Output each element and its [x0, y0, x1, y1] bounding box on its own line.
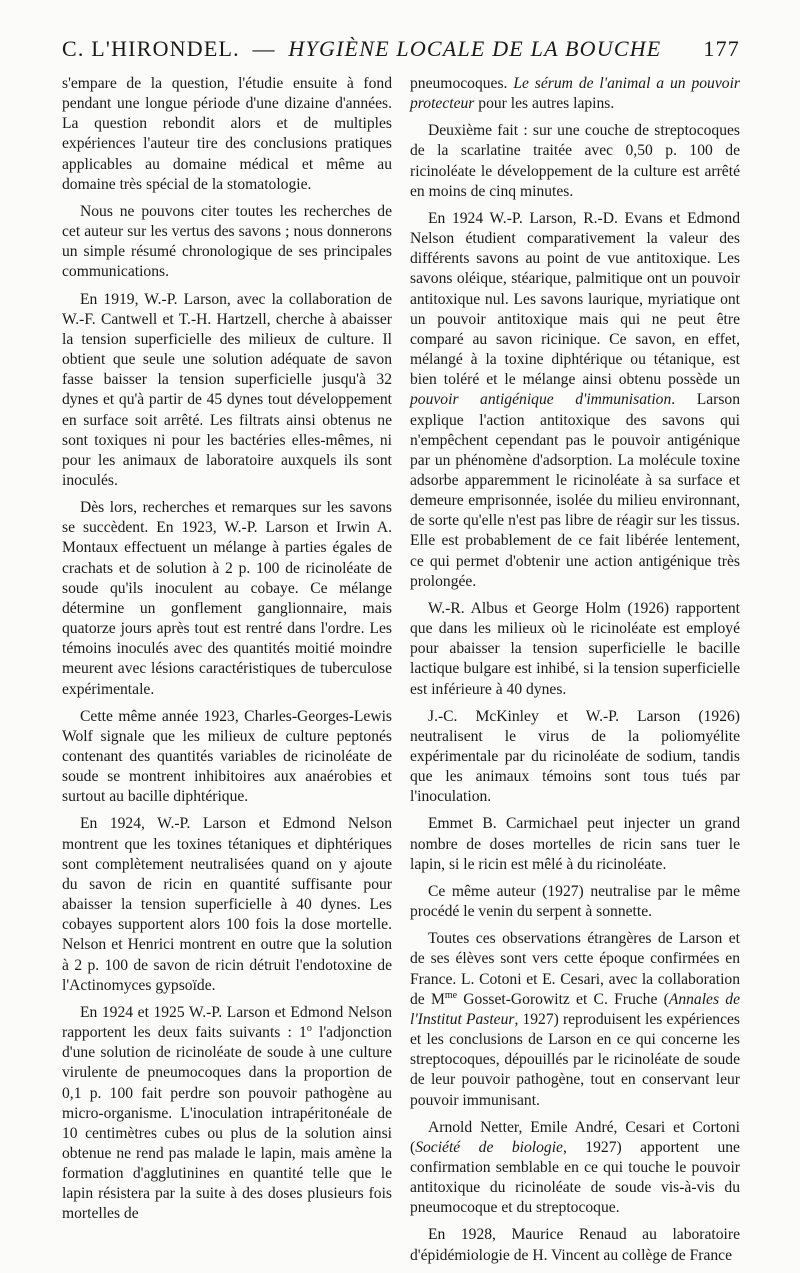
- text-run: pour les autres lapins.: [474, 95, 615, 113]
- paragraph: Deuxième fait : sur une couche de streptocoques de la scarlatine traitée avec 0,50 p. 100 de ricinoléate le développement de la culture est arrêté en moins de cinq minutes.: [410, 122, 740, 200]
- paragraph: Nous ne pouvons citer toutes les recherches de cet auteur sur les vertus des savons ; nous donnerons un simple résumé chronologique de ses principales communications.: [62, 202, 392, 281]
- paragraph: Dès lors, recherches et remarques sur les savons se succèdent. En 1923, W.-P. Larson et Irwin A. Montaux effectuent un mélange à parties égales de crachats et de solution à 2 p. 100 de ricinoléate de soude qu'ils inoculent au cobaye. Ce mélange détermine un gonflement ganglionnaire, mais quatorze jours après tout est rentré dans l'ordre. Les témoins inoculés avec des quantités moitié moindre meurent avec lésions caractéristiques de tuberculose expérimentale.: [62, 499, 392, 698]
- text-run: pneumocoques.: [410, 75, 514, 92]
- paragraph: Cette même année 1923, Charles-Georges-Lewis Wolf signale que les milieux de culture peptonés contenant des quantités variables de ricinoléate de soude se montrent inhibitoires aux anaérobies et surtout au bacille diphtérique.: [62, 707, 392, 806]
- italic-text: Annales de l'Institut Pasteur: [410, 990, 741, 1028]
- title-dash: —: [252, 36, 276, 61]
- superscript: o: [306, 1022, 312, 1034]
- paragraph: [410, 1118, 740, 1219]
- paragraph: En 1919, W.-P. Larson, avec la collaboration de W.-F. Cantwell et T.-H. Hartzell, cherche à abaisser la tension superficielle des milieux de culture. Il obtient que seule une solution adéquate de savon fasse baisser la tension superficielle jusqu'à 32 dynes et qu'à partir de 45 dynes tout développement en surface soit arrêté. Les filtrats ainsi obtenus ne sont toxiques ni pour les bactéries elles-mêmes, ni pour les animaux de laboratoire auxquels ils sont inoculés.: [62, 290, 392, 489]
- paragraph: En 1924, W.-P. Larson et Edmond Nelson montrent que les toxines tétaniques et diphtériques sont complètement neutralisées quand on y ajoute du savon de ricin en quantité suffisante pour abaisser la tension superficielle à 40 dynes. Les cobayes supportent alors 100 fois la dose mortelle. Nelson et Henrici montrent en outre que la solution à 2 p. 100 de savon de ricin détruit l'endotoxine de l'Actinomyces gypsoïde.: [62, 815, 392, 994]
- running-head: [62, 36, 740, 74]
- paragraph: Emmet B. Carmichael peut injecter un grand nombre de doses mortelles de ricin sans tuer le lapin, si le ricin est mêlé à du ricinoléate.: [410, 815, 740, 873]
- paragraph: W.-R. Albus et George Holm (1926) rapportent que dans les milieux où le ricinoléate est employé pour abaisser la tension superficielle le bacille lactique bulgare est inhibé, si la tension superficielle est inférieure à 40 dynes.: [410, 599, 740, 698]
- running-title: [62, 36, 662, 62]
- paragraph: [410, 209, 740, 592]
- text-run: . Larson explique l'action antitoxique des savons qui n'empêchent cependant pas le pouvoir antigénique par un phénomène d'adsorption. La molécule toxine adsorbe apparemment le ricinoléate à sa surface et demeure emprisonnée, isolée du milieu environnant, de sorte qu'elle n'est pas libre de réagir sur les tissus. Elle est probablement de ce fait libérée lentement, ce qui permet d'obtenir une action antigénique très prolongée.: [410, 391, 740, 590]
- paragraph: s'empare de la question, l'étudie ensuite à fond pendant une longue période d'une dizaine d'années. La question rebondit alors et de multiples expériences l'auteur tire des conclusions pratiques applicables au domaine médical et même au domaine très spécial de la stomatologie.: [62, 75, 392, 193]
- italic-text: Le sérum de l'animal a un pouvoir protecteur: [410, 75, 740, 113]
- text-run: En 1924 et 1925 W.-P. Larson et Edmond Nelson rapportent les deux faits suivants : 1: [62, 1003, 392, 1042]
- text-run: , 1927) reproduisent les expériences et les conclusions de Larson en ce qui concerne les streptocoques, dépouillés par le ricinoléate de soude de leur pouvoir pathogène, tout en conservant leur pouvoir immunisant.: [410, 1010, 740, 1109]
- paragraph: Ce même auteur (1927) neutralise par le même procédé le venin du serpent à sonnette.: [410, 882, 740, 921]
- right-column: [410, 74, 740, 1273]
- text-columns: [62, 74, 740, 1273]
- paragraph: J.-C. McKinley et W.-P. Larson (1926) neutralisent le virus de la poliomyélite expérimentale par du ricinoléate de sodium, tandis que les animaux témoins sont tous tués par l'inoculation.: [410, 707, 740, 806]
- text-run: En 1924 W.-P. Larson, R.-D. Evans et Edmond Nelson étudient comparativement la valeur des différents savons au point de vue antitoxique. Les savons oléique, stéarique, palmitique ont un pouvoir antitoxique nul. Les savons laurique, myriatique ont un pouvoir antitoxique mais qui ne peut être comparé au savon ricinique. Ce savon, en effet, mélangé à la toxine diphtérique ou tétanique, est bien toléré et le mélange ainsi obtenu possède un: [410, 209, 740, 389]
- text-run: l'adjonction d'une solution de ricinoléate de soude à une culture virulente de pneumocoques dans la proportion de 0,1 p. 100 fait perdre son pouvoir pathogène au micro-organisme. L'inoculation intrapéritonéale de 10 centimètres cubes ou plus de la solution ainsi obtenue ne rend pas malade le lapin, mais amène la formation d'agglutinines en quantité telle que le lapin résistera par la suite à des doses plusieurs fois mortelles de: [62, 1024, 392, 1223]
- paragraph: En 1928, Maurice Renaud au laboratoire d'épidémiologie de H. Vincent au collège de France: [410, 1226, 740, 1264]
- author-name: C. L'HIRONDEL.: [62, 36, 240, 61]
- text-run: Gosset-Gorowitz et C. Fruche (: [457, 990, 669, 1008]
- superscript: me: [444, 989, 458, 1001]
- text-run: Toutes ces observations étrangères de Larson et de ses élèves sont vers cette époque confirmées en France. L. Cotoni et E. Cesari, avec la collaboration de M: [410, 930, 740, 1008]
- paragraph: [62, 1003, 392, 1225]
- page-number: 177: [703, 36, 740, 61]
- text-run: Arnold Netter, Emile André, Cesari et Cortoni (: [410, 1118, 740, 1156]
- paragraph: [410, 74, 740, 114]
- text-run: , 1927) apportent une confirmation semblable en ce qui touche le pouvoir antitoxique du ricinoléate de soude vis-à-vis du pneumocoque et du streptocoque.: [410, 1138, 740, 1217]
- left-column: [62, 74, 392, 1273]
- paragraph: [410, 929, 740, 1110]
- italic-text: pouvoir antigénique d'immunisation: [410, 391, 672, 409]
- italic-text: Société de biologie: [415, 1138, 563, 1156]
- article-title: HYGIÈNE LOCALE DE LA BOUCHE: [288, 36, 662, 61]
